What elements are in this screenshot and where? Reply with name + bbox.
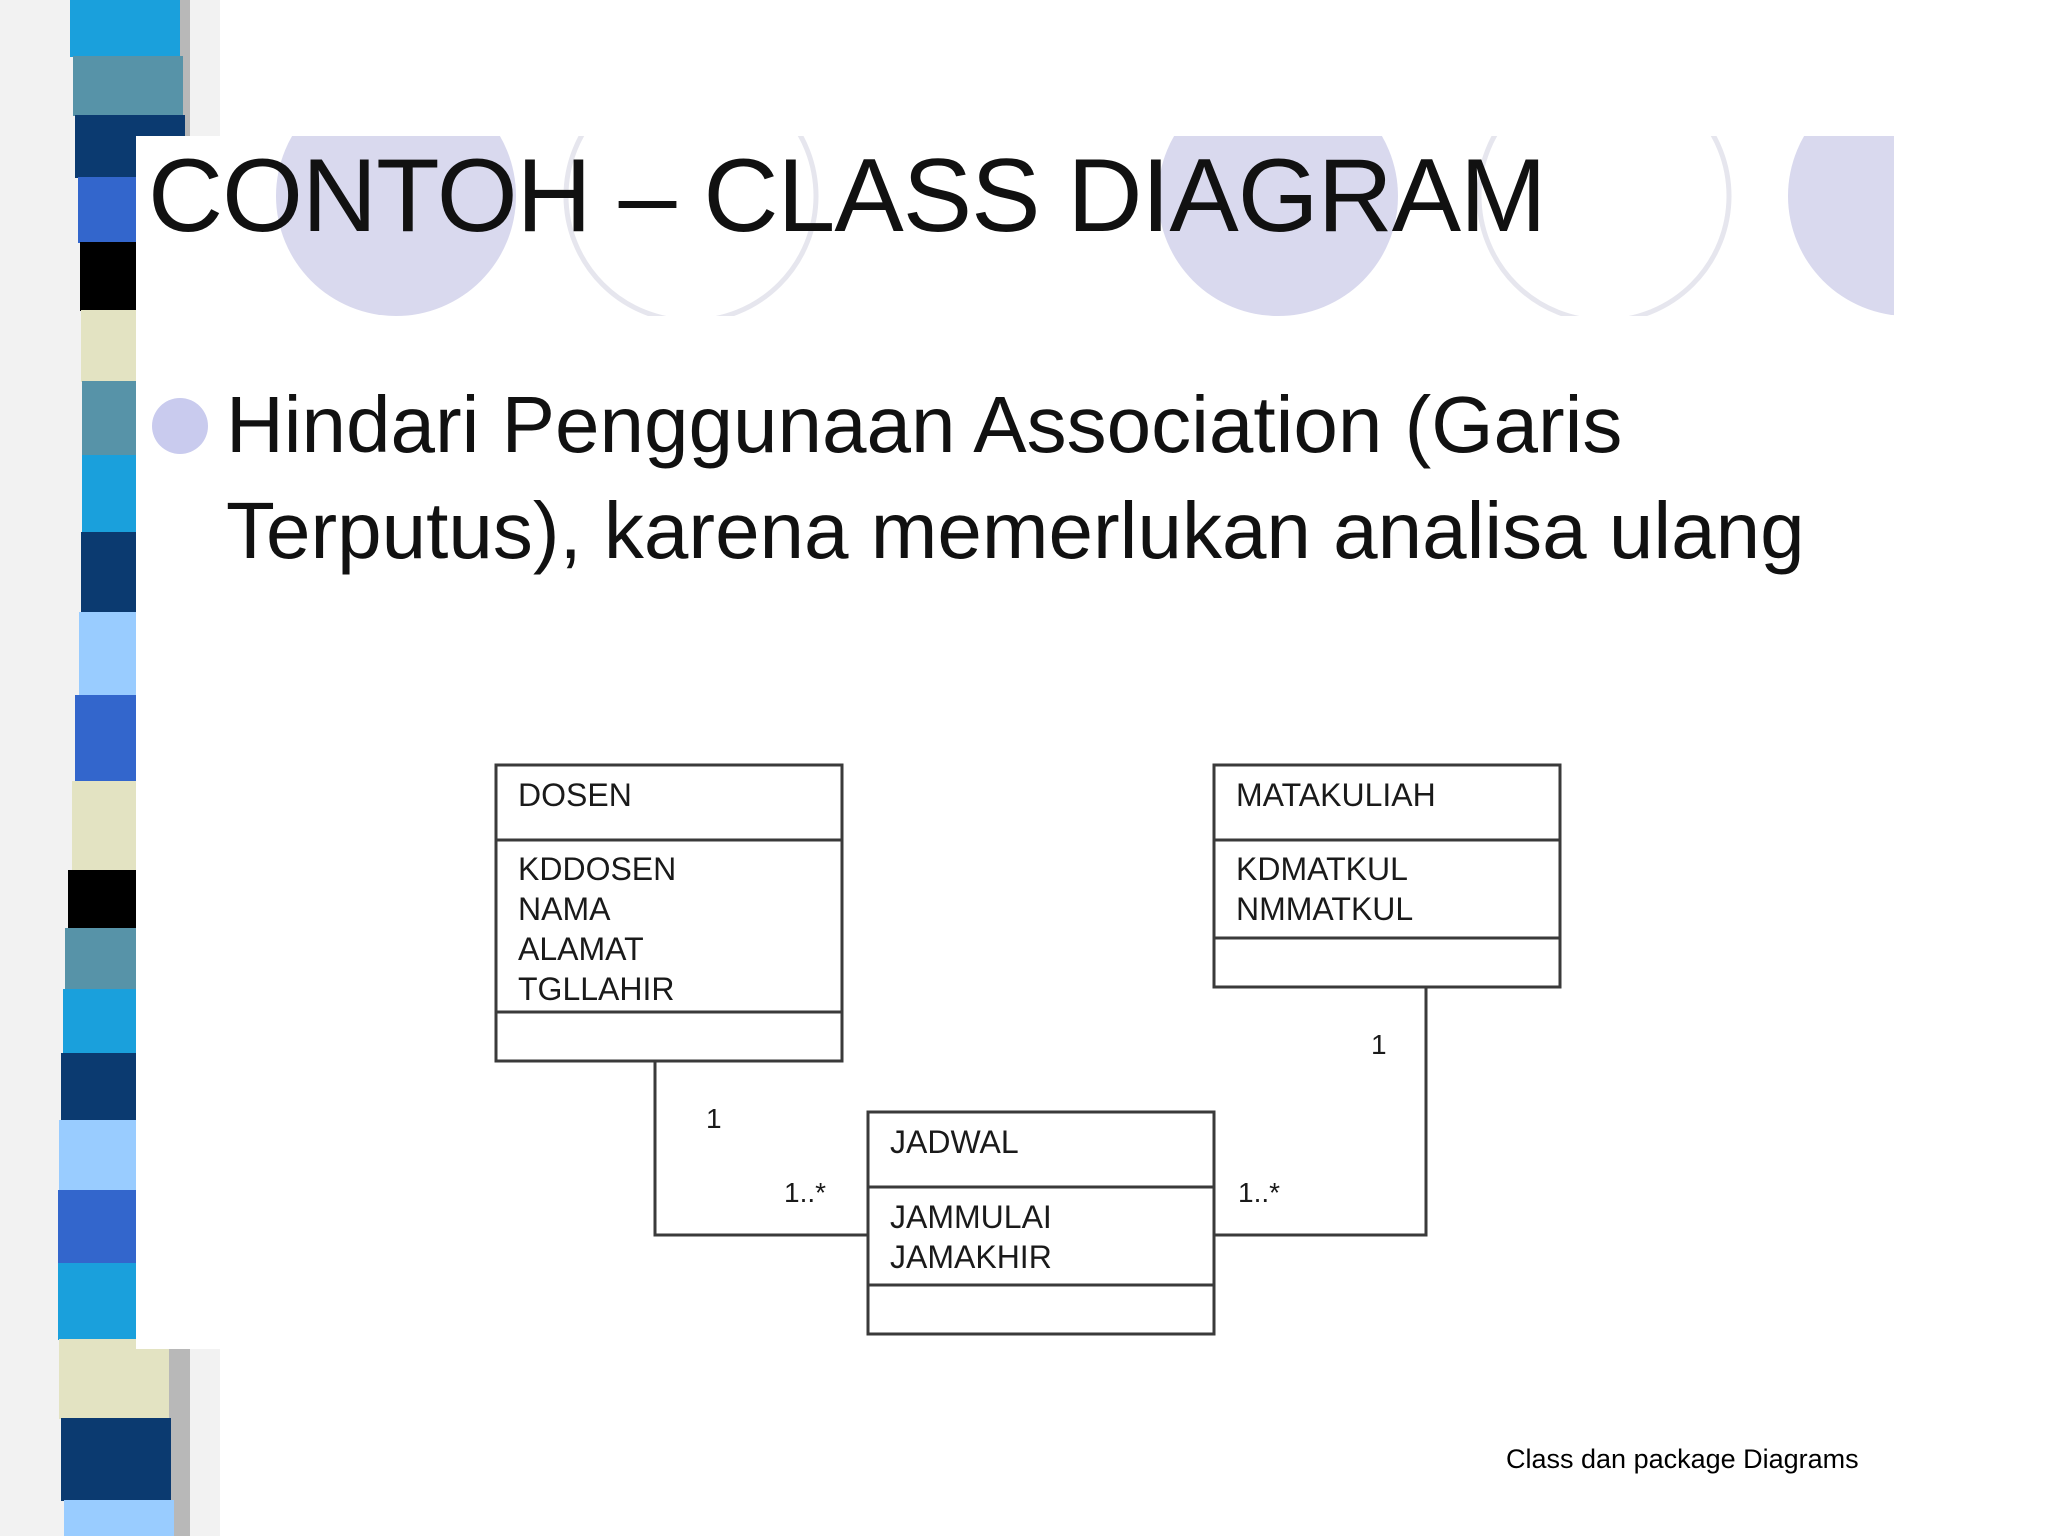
page-title: CONTOH – CLASS DIAGRAM bbox=[148, 138, 1546, 254]
bullet-text: Hindari Penggunaan Association (Garis Terputus), karena memerlukan analisa ulang bbox=[226, 380, 1805, 575]
class-name-dosen: DOSEN bbox=[518, 777, 632, 813]
attribute: ALAMAT bbox=[518, 931, 644, 967]
multiplicity-label: 1 bbox=[1371, 1029, 1387, 1060]
attribute: KDDOSEN bbox=[518, 851, 677, 887]
attribute: JAMAKHIR bbox=[890, 1239, 1052, 1275]
association-line-dosen-jadwal bbox=[655, 1061, 868, 1235]
footer-caption: Class dan package Diagrams bbox=[1506, 1444, 1859, 1474]
attribute: JAMMULAI bbox=[890, 1199, 1052, 1235]
multiplicity-label: 1 bbox=[706, 1103, 722, 1134]
class-name-jadwal: JADWAL bbox=[890, 1124, 1019, 1160]
attribute: NAMA bbox=[518, 891, 611, 927]
attribute: TGLLAHIR bbox=[518, 971, 675, 1007]
multiplicity-label: 1..* bbox=[784, 1177, 827, 1208]
multiplicity-label: 1..* bbox=[1238, 1177, 1281, 1208]
attribute: NMMATKUL bbox=[1236, 891, 1414, 927]
attribute: KDMATKUL bbox=[1236, 851, 1408, 887]
class-name-matakuliah: MATAKULIAH bbox=[1236, 777, 1436, 813]
